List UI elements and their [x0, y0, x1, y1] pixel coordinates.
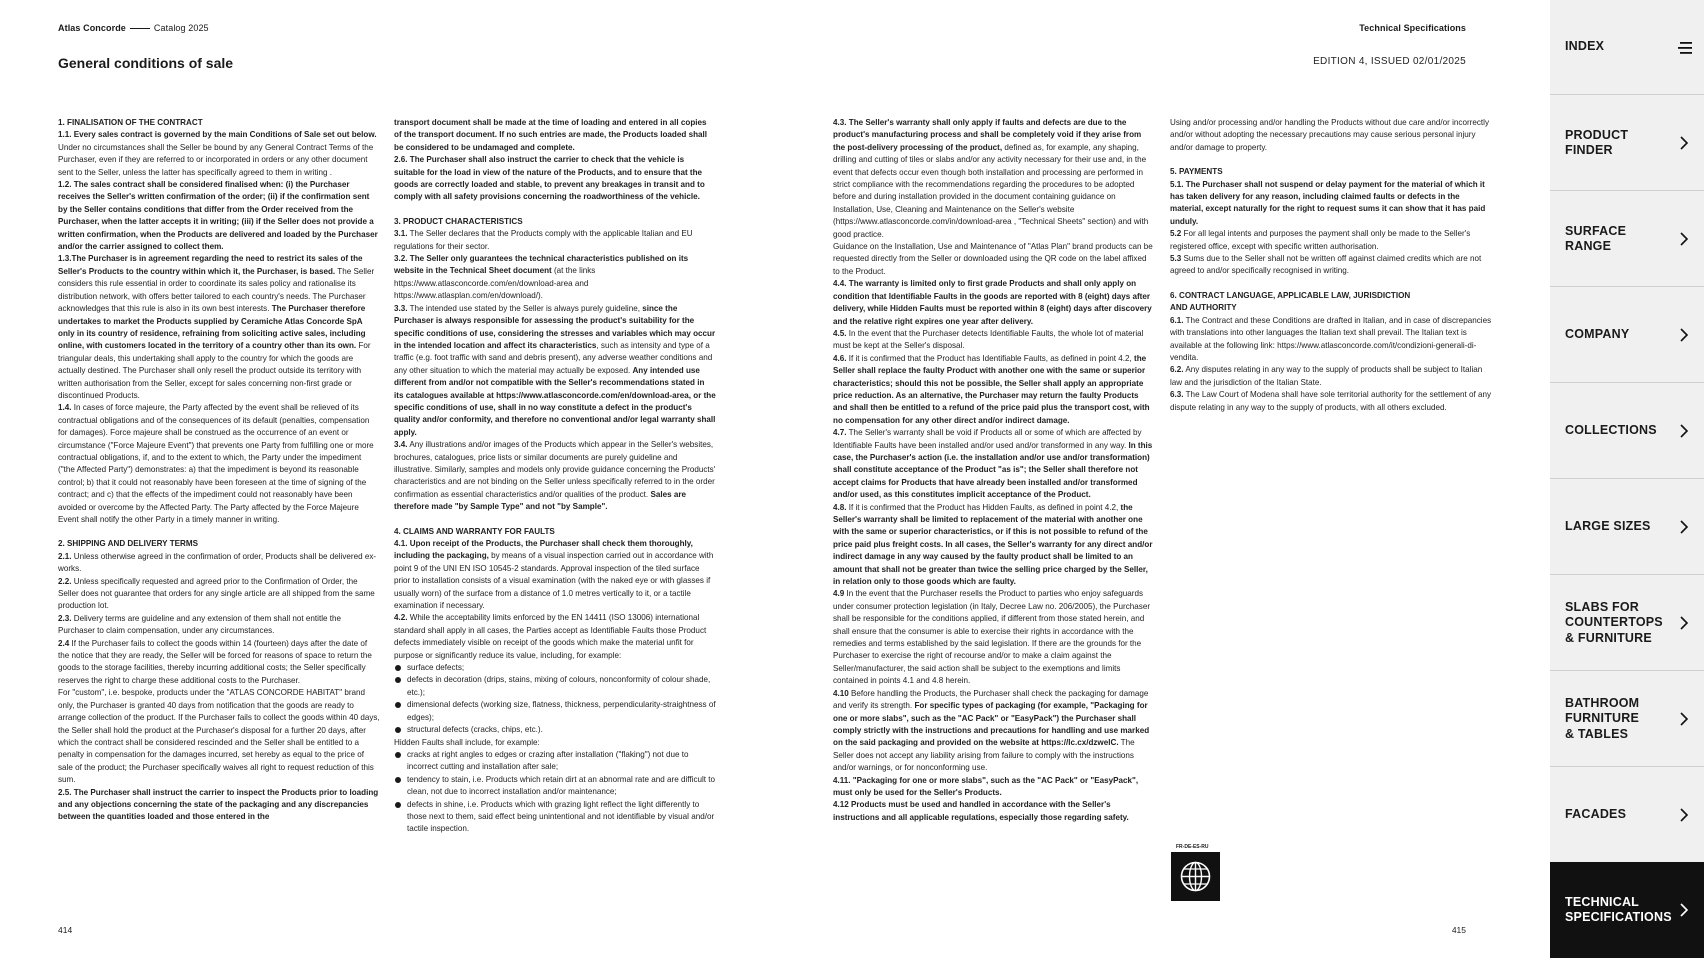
list-item: defects in shine, i.e. Products which with grazing light reflect the light differently to those next to them, said effect being unintentional and not identifiable by visual and/or tactile inspection.: [407, 799, 716, 836]
sidebar-item-label: SURFACE RANGE: [1565, 223, 1627, 253]
chevron-right-icon: [1677, 711, 1690, 727]
paragraph: 2.6. The Purchaser shall also instruct the carrier to check that the vehicle is suitable for the load in view of the nature of the Products, and to ensure that the goods are correctly loaded and stable, to prevent any breakages in transit and to comply with all safety provisions concerning the roadworthiness of the vehicle.: [394, 155, 705, 202]
section-heading: 2. SHIPPING AND DELIVERY TERMS: [58, 539, 199, 549]
sidebar-item-label: LARGE SIZES: [1565, 519, 1651, 534]
chevron-right-icon: [1677, 615, 1690, 631]
chevron-right-icon: [1677, 327, 1690, 343]
section-heading: 3. PRODUCT CHARACTERISTICS: [394, 216, 523, 226]
paragraph: 1.2. The sales contract shall be considered finalised when: (i) the Purchaser receives the Seller's written confirmation of the order; (ii) if the confirmation sent by the Seller contains conditions that differ from the Order received from the Purchaser, when the latter accepts it in writing; (iii) if the Seller does not provide a written confirmation, when the Products are delivered and loaded by the Purchaser and/or the carrier assigned to collect them.: [58, 180, 378, 252]
paragraph: Using and/or processing and/or handling the Products without due care and/or incorrectly and/or without adopting the necessary precautions may cause serious personal injury and/or damage to property.: [1170, 118, 1489, 152]
paragraph: 4.8. If it is confirmed that the Product has Hidden Faults, as defined in point 4.2, the Seller's warranty shall be limited to replacement of the material with another one with the same or superior characteristics, or if this is not possible to refund of the price paid plus freight costs. In all cases, the Seller's warranty for any direct and/or indirect damage in any way caused by the faulty product shall be limited to an amount that shall not be greater than twice the selling price charged by the Seller, in relation only to those goods which are faulty.: [833, 502, 1153, 587]
text-column-2: [394, 117, 716, 836]
language-codes: FR-DE-ES-RU: [1176, 844, 1209, 850]
paragraph: 1.1. Every sales contract is governed by the main Conditions of Sale set out below. Under no circumstances shall the Seller be bound by any General Contract Terms of the Purchaser, even if they are referred to or incorporated in orders or any other document sent to the Seller, unless the latter has specifically agreed to them in writing .: [58, 130, 377, 177]
sidebar-item-label: COMPANY: [1565, 327, 1630, 342]
page-number: 415: [1451, 925, 1466, 935]
paragraph: 2.1. Unless otherwise agreed in the confirmation of order, Products shall be delivered ex-works.: [58, 551, 377, 574]
paragraph: 2.4 If the Purchaser fails to collect the goods within 14 (fourteen) days after the date of the notice that they are ready, the Seller will be forced for reasons of space to return the goods to the storage facilities, thereby incurring additional costs; the Seller specifically reserves the right to charge these additional costs to the Purchaser.: [58, 638, 372, 685]
sidebar-item-label: FACADES: [1565, 807, 1627, 822]
paragraph: 6.1. The Contract and these Conditions are drafted in Italian, and in case of discrepancies with translations into other languages the Italian text shall prevail. The Italian text is available at the following link: https://www.atlasconcorde.com/it/condizioni-generali-di-vendita.: [1170, 315, 1492, 362]
list-item: defects in decoration (drips, stains, mixing of colours, nonconformity of colour shade, etc.);: [407, 674, 716, 699]
paragraph: 4.2. While the acceptability limits enforced by the EN 14411 (ISO 13006) international standard shall apply in all cases, the Parties accept as Identifiable Faults those Product defects immediately visible on receipt of the goods which make the material unfit for purpose or significantly reduce its value, including, for example:: [394, 613, 707, 660]
section-heading: 6. CONTRACT LANGUAGE, APPLICABLE LAW, JURISDICTION AND AUTHORITY: [1170, 290, 1411, 313]
sidebar-item-label: TECHNICAL SPECIFICATIONS: [1565, 894, 1672, 924]
section-label: Technical Specifications: [1359, 23, 1466, 33]
catalog-label: Catalog 2025: [153, 23, 209, 33]
paragraph: For "custom", i.e. bespoke, products under the "ATLAS CONCORDE HABITAT" brand only, the Purchaser is granted 40 days from notification that the goods are ready to arrange collection of the product. If the Purchaser fails to collect the goods within 40 days, the Seller shall hold the product at the Purchaser's disposal for a further 20 days, after which the contract shall be considered rescinded and the Seller shall be entitled to a penalty in compensation for the damages incurred, set hereby as equal to the price of sale of the product; the Purchaser specifically waives all right to request reduction of this sum.: [58, 688, 380, 785]
paragraph: 3.3. The intended use stated by the Seller is always purely guideline, since the Purchaser is always responsible for assessing the product's suitability for the specific conditions of use, considering the stresses and variables which may occur in the intended location and affect its characteristics, such as intensity and type of a traffic (e.g. foot traffic with sand and debris present), any adverse weather conditions and any other situation to which the material may actually be exposed. Any intended use different from and/or not compatible with the Seller's recommendations stated in its catalogues available at https://www.atlasconcorde.com/en/download-area, or the specific conditions of use, shall in no way constitute a defect in the product's quality and/or conformity, and therefore no conventional and/or legal warranty shall apply.: [394, 303, 716, 437]
breadcrumb: [58, 23, 209, 33]
sidebar-item-product-finder[interactable]: [1550, 96, 1704, 191]
paragraph: 2.5. The Purchaser shall instruct the carrier to inspect the Products prior to loading and any objections concerning the state of the packaging and any discrepancies between the quantities loaded and those entered in the: [58, 787, 379, 822]
sidebar-item-label: COLLECTIONS: [1565, 423, 1657, 438]
list-item: structural defects (cracks, chips, etc.).: [407, 724, 716, 736]
sidebar-item-bathroom-furniture[interactable]: [1550, 672, 1704, 767]
right-page: [775, 0, 1550, 958]
sidebar-item-technical-specifications[interactable]: [1550, 862, 1704, 958]
identifiable-faults-list: [394, 662, 716, 736]
paragraph: Guidance on the Installation, Use and Maintenance of "Atlas Plan" brand products can be requested directly from the Seller or downloaded using the QR code on the label affixed to the Product.: [833, 242, 1153, 276]
chevron-right-icon: [1677, 423, 1690, 439]
paragraph: 3.1. The Seller declares that the Products comply with the applicable Italian and EU regulations for their sector.: [394, 229, 693, 251]
chevron-right-icon: [1677, 807, 1690, 823]
list-item: tendency to stain, i.e. Products which retain dirt at an abnormal rate and are difficult to clean, not due to incorrect installation and/or maintenance;: [407, 774, 716, 799]
sidebar-item-surface-range[interactable]: [1550, 192, 1704, 287]
paragraph: Hidden Faults shall include, for example:: [394, 737, 540, 747]
text-column-3: [833, 117, 1155, 824]
paragraph: 1.4. In cases of force majeure, the Party affected by the event shall be relieved of its contractual obligations and of the consequences of its default (penalties, compensation for damages). Force majeure shall be construed as the occurrence of an event or circumstance ("Force Majeure Event") that prevents one Party from fulfilling one or more contractual obligations, if, and to the extent to which, the Party under the impediment ("the Affected Party") demonstrates: a) that the impediment is beyond its reasonable control; b) that it could not reasonably have been foreseen at the time of signing of the contract; and c) that the effects of the impediment could not reasonably have been avoided or overcome by the Affected Party. The Party affected by the Force Majeure Event shall notify the other Party in a timely manner in writing.: [58, 403, 374, 524]
sidebar-item-large-sizes[interactable]: [1550, 480, 1704, 575]
sidebar-nav: [1550, 0, 1704, 958]
sidebar-item-collections[interactable]: [1550, 384, 1704, 479]
paragraph: 4.1. Upon receipt of the Products, the Purchaser shall check them thoroughly, including the packaging, by means of a visual inspection carried out in accordance with point 9 of the UNI EN ISO 10545-2 standards. Approval inspection of the tiled surface prior to installation consists of a visual examination (with the naked eye or with glasses if usually worn) of the surface from a distance of 1.0 metres vertically to it, or a tactile examination if necessary.: [394, 539, 714, 611]
sidebar-item-company[interactable]: [1550, 288, 1704, 383]
paragraph: 3.2. The Seller only guarantees the technical characteristics published on its website in the Technical Sheet document (at the links https://www.atlasconcorde.com/en/download-area and https://www.atlasplan.com/en/download/).: [394, 254, 689, 301]
chevron-right-icon: [1677, 902, 1690, 918]
sidebar-item-facades[interactable]: [1550, 768, 1704, 863]
left-page: [0, 0, 775, 958]
brand-name: Atlas Concorde: [58, 23, 126, 33]
divider-dash: [130, 28, 150, 29]
sidebar-item-label: SLABS FOR COUNTERTOPS & FURNITURE: [1565, 599, 1663, 645]
paragraph: 2.3. Delivery terms are guideline and any extension of them shall not entitle the Purchaser to claim compensation, under any circumstances.: [58, 613, 342, 636]
paragraph: 6.2. Any disputes relating in any way to the supply of products shall be subject to Italian law and the jurisdiction of the Italian State.: [1170, 365, 1483, 387]
paragraph: 4.6. If it is confirmed that the Product has Identifiable Faults, as defined in point 4.2, the Seller shall replace the faulty Product with another one with the same or superior characteristics; should this not be possible, the Seller shall apply an appropriate price reduction. As an alternative, the Purchaser may return the faulty Products and shall then be entitled to a refund of the price paid plus the transport cost, with no compensation for any other direct and/or indirect damage.: [833, 353, 1150, 425]
chevron-right-icon: [1677, 519, 1690, 535]
page-number: 414: [58, 925, 73, 935]
paragraph: 4.3. The Seller's warranty shall only apply if faults and defects are due to the product's manufacturing process and shall be completely void if they arise from the post-delivery processing of the product, defined as, for example, any shaping, drilling and cutting of tiles or slabs and/or any activity necessary for their use and, in the event that defects occur even though both installation and processing are performed in strict compliance with the recommendations regarding the procedures to be adopted before and during installation provided in the document containing guidance on Installation, Use, Cleaning and Maintenance on the Seller's website (https://www.atlasconcorde.com/in/download-area , "Technical Sheets" section) and with good practice.: [833, 118, 1149, 239]
paragraph: 5.1. The Purchaser shall not suspend or delay payment for the material of which it has taken delivery for any reason, including claimed faults or defects in the material, except naturally for the right to request sums it can show that it has paid unduly.: [1170, 179, 1486, 226]
sidebar-item-label: INDEX: [1565, 39, 1605, 54]
sidebar-item-slabs[interactable]: [1550, 576, 1704, 671]
chevron-right-icon: [1677, 231, 1690, 247]
paragraph: 3.4. Any illustrations and/or images of the Products which appear in the Seller's websites, brochures, catalogues, price lists or similar documents are purely guideline and illustrative. Similarly, samples and models only provide guidance concerning the Products' characteristics and are not binding on the Seller unless specifically referred to in the order confirmation as essential characteristics and/or qualities of the product. Sales are therefore made "by Sample Type" and not "by Sample".: [394, 440, 716, 512]
menu-icon[interactable]: [1678, 42, 1692, 54]
paragraph: 4.7. The Seller's warranty shall be void if Products all or some of which are affected by Identifiable Faults have been installed and/or used and/or transformed in any way. In this case, the Purchaser's action (i.e. the installation and/or use and/or transformation) shall constitute acceptance of the Product "as is"; the Seller shall therefore not accept claims for Products that have already been installed and/or transformed and/or used, as this constitutes implicit acceptance of the Product.: [833, 428, 1153, 500]
list-item: surface defects;: [407, 662, 716, 674]
paragraph: 6.3. The Law Court of Modena shall have sole territorial authority for the settlement of any dispute relating in any way to the supply of products, with all others excluded.: [1170, 390, 1492, 412]
text-column-4: [1170, 117, 1492, 414]
paragraph: transport document shall be made at the time of loading and entered in all copies of the transport document. If no such entries are made, the Products loaded shall be considered to be undamaged and complete.: [394, 118, 708, 152]
sidebar-item-index[interactable]: [1550, 0, 1704, 95]
sidebar-item-label: PRODUCT FINDER: [1565, 127, 1629, 157]
page-title: General conditions of sale: [58, 55, 234, 71]
section-heading: 4. CLAIMS AND WARRANTY FOR FAULTS: [394, 526, 555, 536]
paragraph: 4.10 Before handling the Products, the Purchaser shall check the packaging for damage and verify its strength. For specific types of packaging (for example, "Packaging for one or more slabs", such as the "AC Pack" or "EasyPack") the Purchaser shall comply strictly with the instructions and precautions for handling and use marked on the said packaging and provided on the website at https://lc.cx/dzwelC. The Seller does not accept any liability arising from failure to comply with the instructions and/or warnings, or for nonconforming use.: [833, 688, 1150, 773]
text-column-1: [58, 117, 380, 824]
globe-icon[interactable]: [1171, 852, 1220, 901]
paragraph: 5.3 Sums due to the Seller shall not be written off against claimed credits which are not agreed to and/or specifically recognised in writing.: [1170, 254, 1482, 276]
section-heading: 1. FINALISATION OF THE CONTRACT: [58, 118, 203, 127]
paragraph: 4.9 In the event that the Purchaser resells the Product to parties who enjoy safeguards under consumer protection legislation (in Italy, Decree Law no. 206/2005), the Purchaser shall be responsible for the conditions applied, if different from those stated herein, and shall ensure that the consumer is able to exercise their rights in accordance with the remedies and terms established by the said legislation. If there are the grounds for the Purchaser to exercise the right of recourse and/or to make a claim against the Seller/manufacturer, the said action shall be subject to the exemptions and limits contained in points 4.1 and 4.8 herein.: [833, 589, 1151, 686]
list-item: cracks at right angles to edges or crazing after installation ("flaking") not due to incorrect cutting and installation after sale;: [407, 749, 716, 774]
list-item: dimensional defects (working size, flatness, thickness, perpendicularity-straightness of edges);: [407, 699, 716, 724]
edition-label: EDITION 4, ISSUED 02/01/2025: [1313, 56, 1466, 67]
section-heading: 5. PAYMENTS: [1170, 167, 1223, 177]
paragraph: 5.2 For all legal intents and purposes the payment shall only be made to the Seller's registered office, except with specific written authorisation.: [1170, 229, 1471, 251]
sidebar-item-label: BATHROOM FURNITURE & TABLES: [1565, 695, 1640, 741]
paragraph: 4.4. The warranty is limited only to first grade Products and shall only apply on condition that Identifiable Faults in the goods are reported with 8 (eight) days after delivery, while Hidden Faults must be reported within 8 (eight) days after discovery and the relative right expires one year after delivery.: [833, 279, 1152, 326]
paragraph: 4.11. "Packaging for one or more slabs", such as the "AC Pack" or "EasyPack", must only be used for the Seller's Products.: [833, 775, 1139, 797]
paragraph: 2.2. Unless specifically requested and agreed prior to the Confirmation of Order, the Seller does not guarantee that orders for any single article are all shipped from the same production lot.: [58, 576, 375, 611]
paragraph: 4.12 Products must be used and handled in accordance with the Seller's instructions and all applicable regulations, especially those regarding safety.: [833, 800, 1129, 822]
paragraph: 4.5. In the event that the Purchaser detects Identifiable Faults, the whole lot of material must be kept at the Seller's disposal.: [833, 328, 1144, 351]
hidden-faults-list: [394, 749, 716, 836]
chevron-right-icon: [1677, 135, 1690, 151]
paragraph: 1.3.The Purchaser is in agreement regarding the need to restrict its sales of the Seller's Products to the country within which it, the Purchaser, is based. The Seller considers this rule essential in order to coordinate its sales policy and rationalise its distribution network, with offers better tailored to each country's needs. The Purchaser acknowledges that this rule is also in its own best interests. The Purchaser therefore undertakes to market the Products supplied by Ceramiche Atlas Concorde SpA only in its country of residence, refraining from soliciting active sales, including online, with customers located in the territory of a country other than its own. For triangular deals, this undertaking shall apply to the country for which the goods are actually destined. The Purchaser shall only resell the product outside its territory with written authorisation from the Seller, except for sales concerning non-first grade or discontinued Products.: [58, 254, 375, 400]
